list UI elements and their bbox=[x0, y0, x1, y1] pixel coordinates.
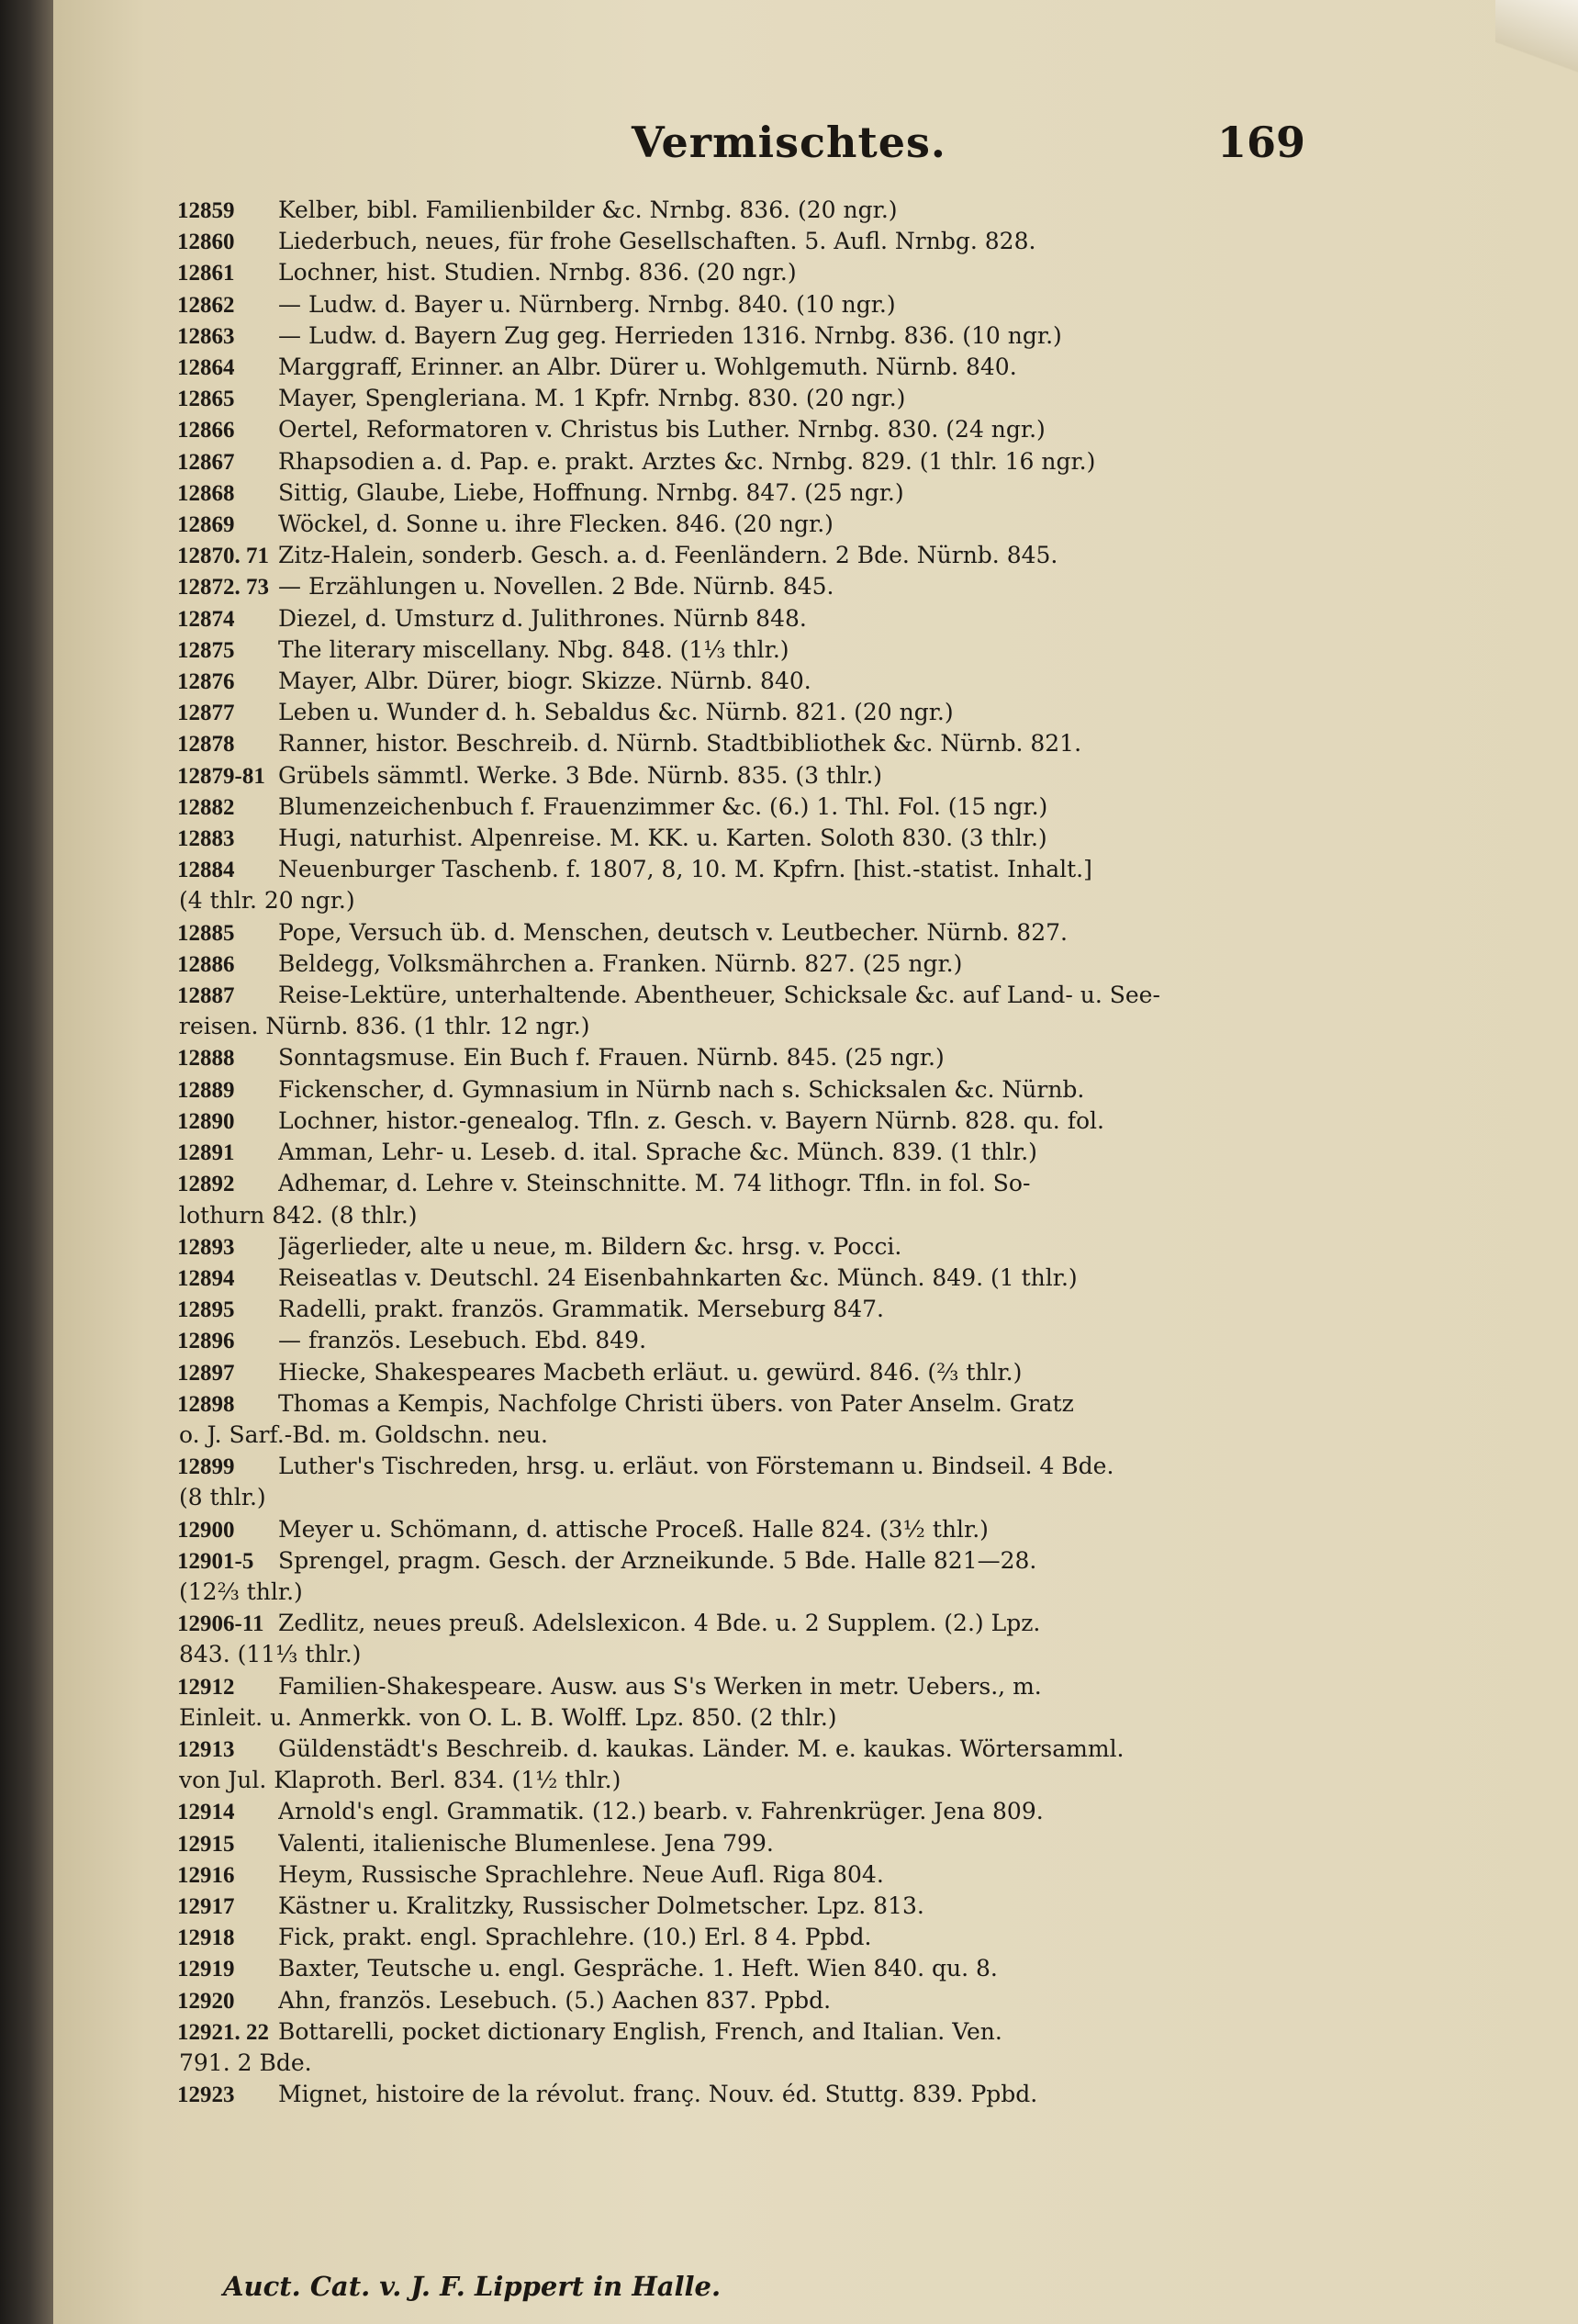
entry-line: Zitz-Halein, sonderb. Gesch. a. d. Feenländern. 2 Bde. Nürnb. 845. bbox=[278, 542, 1058, 569]
entry-text bbox=[278, 728, 1380, 759]
entry-text bbox=[278, 540, 1380, 571]
catalog-entry bbox=[177, 823, 1380, 854]
entry-line: — französ. Lesebuch. Ebd. 849. bbox=[278, 1327, 647, 1354]
entry-number: 12869 bbox=[177, 512, 235, 538]
entry-line: Baxter, Teutsche u. engl. Gespräche. 1. Heft. Wien 840. qu. 8. bbox=[278, 1955, 998, 1982]
entry-text bbox=[278, 195, 1380, 226]
catalog-entry bbox=[177, 1828, 1380, 1859]
entry-number: 12864 bbox=[177, 355, 235, 381]
catalog-entry bbox=[177, 1357, 1380, 1388]
catalog-entry bbox=[177, 1294, 1380, 1325]
entry-line: Güldenstädt's Beschreib. d. kaukas. Länder. M. e. kaukas. Wörtersamml. bbox=[278, 1735, 1125, 1762]
entry-number: 12862 bbox=[177, 292, 235, 318]
entry-number: 12867 bbox=[177, 449, 235, 475]
entry-text bbox=[278, 320, 1380, 352]
entry-line: — Ludw. d. Bayern Zug geg. Herrieden 1316. Nrnbg. 836. (10 ngr.) bbox=[278, 321, 1062, 349]
entry-number: 12899 bbox=[177, 1454, 235, 1480]
entry-number: 12898 bbox=[177, 1391, 235, 1417]
entry-text bbox=[278, 2079, 1380, 2110]
entry-line: Leben u. Wunder d. h. Sebaldus &c. Nürnb. 821. (20 ngr.) bbox=[278, 699, 954, 726]
catalog-entry bbox=[177, 414, 1380, 445]
entry-text bbox=[278, 823, 1380, 854]
entry-text bbox=[278, 383, 1380, 414]
entry-number: 12866 bbox=[177, 418, 235, 443]
entry-text bbox=[278, 1796, 1380, 1827]
entry-line: Reiseatlas v. Deutschl. 24 Eisenbahnkarten &c. Münch. 849. (1 thlr.) bbox=[278, 1263, 1078, 1291]
entry-text bbox=[278, 1891, 1380, 1922]
entry-number: 12894 bbox=[177, 1265, 235, 1291]
entry-continuation-line: (8 thlr.) bbox=[179, 1484, 266, 1511]
entry-text bbox=[278, 1106, 1380, 1137]
catalog-entry bbox=[177, 728, 1380, 759]
catalog-entry bbox=[177, 1451, 1380, 1513]
entry-number: 12919 bbox=[177, 1957, 235, 1982]
catalog-entry bbox=[177, 540, 1380, 571]
entry-text bbox=[278, 1294, 1380, 1325]
catalog-entry bbox=[177, 2079, 1380, 2110]
running-title: Vermischtes. bbox=[632, 118, 946, 167]
catalog-entry bbox=[177, 1796, 1380, 1827]
entry-line: — Erzählungen u. Novellen. 2 Bde. Nürnb. 845. bbox=[278, 573, 834, 601]
entry-line: Oertel, Reformatoren v. Christus bis Luther. Nrnbg. 830. (24 ngr.) bbox=[278, 416, 1046, 443]
entry-text bbox=[278, 1042, 1380, 1073]
catalog-entry bbox=[177, 1325, 1380, 1356]
entry-number: 12901-5 bbox=[177, 1548, 254, 1574]
catalog-entry bbox=[177, 446, 1380, 477]
entry-number: 12914 bbox=[177, 1800, 235, 1825]
catalog-entry bbox=[177, 477, 1380, 509]
entry-text bbox=[278, 1074, 1380, 1106]
entry-number: 12879-81 bbox=[177, 763, 265, 789]
catalog-entry bbox=[177, 509, 1380, 540]
entry-number: 12877 bbox=[177, 701, 235, 726]
entry-continuation-line: 791. 2 Bde. bbox=[179, 2049, 312, 2076]
catalog-entry bbox=[177, 1545, 1380, 1608]
catalog-entry bbox=[177, 760, 1380, 792]
entry-line: Marggraff, Erinner. an Albr. Dürer u. Wohlgemuth. Nürnb. 840. bbox=[278, 354, 1017, 381]
catalog-entry bbox=[177, 980, 1380, 1042]
entry-line: Jägerlieder, alte u neue, m. Bildern &c. hrsg. v. Pocci. bbox=[278, 1232, 902, 1260]
catalog-entry bbox=[177, 352, 1380, 383]
entry-text bbox=[278, 1828, 1380, 1859]
entry-number: 12874 bbox=[177, 606, 235, 632]
catalog-entry-list bbox=[177, 195, 1380, 2110]
entry-number: 12887 bbox=[177, 983, 235, 1009]
entry-text bbox=[278, 917, 1380, 949]
entry-number: 12889 bbox=[177, 1077, 235, 1103]
page-number: 169 bbox=[1217, 118, 1306, 167]
catalog-entry bbox=[177, 1106, 1380, 1137]
entry-text bbox=[278, 1514, 1380, 1545]
entry-number: 12885 bbox=[177, 920, 235, 946]
entry-number: 12916 bbox=[177, 1862, 235, 1888]
catalog-entry bbox=[177, 634, 1380, 666]
entry-text bbox=[278, 1859, 1380, 1891]
catalog-entry bbox=[177, 949, 1380, 980]
catalog-entry bbox=[177, 1891, 1380, 1922]
entry-line: Hiecke, Shakespeares Macbeth erläut. u. gewürd. 846. (⅔ thlr.) bbox=[278, 1358, 1023, 1386]
catalog-entry bbox=[177, 1231, 1380, 1263]
entry-number: 12865 bbox=[177, 387, 235, 412]
catalog-entry bbox=[177, 1263, 1380, 1294]
entry-text bbox=[278, 1263, 1380, 1294]
entry-number: 12896 bbox=[177, 1329, 235, 1354]
entry-number: 12891 bbox=[177, 1140, 235, 1166]
entry-line: Sonntagsmuse. Ein Buch f. Frauen. Nürnb. 845. (25 ngr.) bbox=[278, 1044, 945, 1072]
catalog-entry bbox=[177, 320, 1380, 352]
catalog-entry bbox=[177, 917, 1380, 949]
entry-number: 12888 bbox=[177, 1046, 235, 1072]
entry-number: 12883 bbox=[177, 826, 235, 852]
entry-number: 12872. 73 bbox=[177, 575, 269, 601]
catalog-entry bbox=[177, 1922, 1380, 1953]
entry-line: Neuenburger Taschenb. f. 1807, 8, 10. M. Kpfrn. [hist.-statist. Inhalt.] bbox=[278, 856, 1092, 883]
entry-line: Lochner, hist. Studien. Nrnbg. 836. (20 ngr.) bbox=[278, 259, 797, 286]
entry-text bbox=[278, 289, 1380, 320]
entry-line: Mayer, Albr. Dürer, biogr. Skizze. Nürnb. 840. bbox=[278, 668, 811, 695]
entry-number: 12895 bbox=[177, 1297, 235, 1323]
entry-line: Valenti, italienische Blumenlese. Jena 799. bbox=[278, 1829, 774, 1857]
entry-text bbox=[278, 1231, 1380, 1263]
entry-number: 12913 bbox=[177, 1736, 235, 1762]
entry-continuation-line: (12⅔ thlr.) bbox=[179, 1577, 303, 1605]
entry-line: Fickenscher, d. Gymnasium in Nürnb nach s. Schicksalen &c. Nürnb. bbox=[278, 1075, 1085, 1103]
entry-line: Familien-Shakespeare. Ausw. aus S's Werken in metr. Uebers., m. bbox=[278, 1672, 1042, 1700]
entry-line: Beldegg, Volksmährchen a. Franken. Nürnb. 827. (25 ngr.) bbox=[278, 949, 963, 977]
entry-text bbox=[278, 226, 1380, 257]
entry-text bbox=[278, 1953, 1380, 1984]
catalog-entry bbox=[177, 1734, 1380, 1796]
entry-line: Thomas a Kempis, Nachfolge Christi übers. von Pater Anselm. Gratz bbox=[278, 1389, 1074, 1417]
catalog-entry bbox=[177, 603, 1380, 634]
entry-line: Heym, Russische Sprachlehre. Neue Aufl. Riga 804. bbox=[278, 1860, 884, 1888]
entry-continuation-line: von Jul. Klaproth. Berl. 834. (1½ thlr.) bbox=[179, 1767, 621, 1794]
entry-line: Diezel, d. Umsturz d. Julithrones. Nürnb 848. bbox=[278, 604, 807, 632]
entry-line: Sittig, Glaube, Liebe, Hoffnung. Nrnbg. 847. (25 ngr.) bbox=[278, 478, 904, 506]
entry-number: 12920 bbox=[177, 1988, 235, 2014]
entry-continuation-line: Einleit. u. Anmerkk. von O. L. B. Wolff. Lpz. 850. (2 thlr.) bbox=[179, 1703, 837, 1731]
catalog-entry bbox=[177, 383, 1380, 414]
catalog-entry bbox=[177, 1671, 1380, 1734]
catalog-entry bbox=[177, 226, 1380, 257]
catalog-entry bbox=[177, 1137, 1380, 1168]
entry-line: Mignet, histoire de la révolut. franç. Nouv. éd. Stuttg. 839. Ppbd. bbox=[278, 2081, 1038, 2108]
entry-line: Radelli, prakt. französ. Grammatik. Merseburg 847. bbox=[278, 1296, 884, 1323]
entry-line: Kelber, bibl. Familienbilder &c. Nrnbg. 836. (20 ngr.) bbox=[278, 196, 898, 223]
entry-text bbox=[278, 634, 1380, 666]
entry-text bbox=[278, 697, 1380, 728]
catalog-entry bbox=[177, 1985, 1380, 2016]
entry-number: 12882 bbox=[177, 794, 235, 820]
entry-number: 12900 bbox=[177, 1517, 235, 1543]
entry-number: 12861 bbox=[177, 261, 235, 286]
entry-line: Adhemar, d. Lehre v. Steinschnitte. M. 74 lithogr. Tfln. in fol. So- bbox=[278, 1170, 1031, 1197]
entry-line: Reise-Lektüre, unterhaltende. Abentheuer, Schicksale &c. auf Land- u. See- bbox=[278, 982, 1160, 1009]
entry-number: 12875 bbox=[177, 637, 235, 663]
entry-text bbox=[278, 603, 1380, 634]
entry-continuation-line: 843. (11⅓ thlr.) bbox=[179, 1641, 362, 1668]
entry-line: Pope, Versuch üb. d. Menschen, deutsch v. Leutbecher. Nürnb. 827. bbox=[278, 918, 1068, 946]
entry-line: Blumenzeichenbuch f. Frauenzimmer &c. (6.) 1. Thl. Fol. (15 ngr.) bbox=[278, 792, 1048, 820]
entry-line: Wöckel, d. Sonne u. ihre Flecken. 846. (20 ngr.) bbox=[278, 511, 834, 538]
catalog-entry bbox=[177, 257, 1380, 288]
entry-line: Rhapsodien a. d. Pap. e. prakt. Arztes &c. Nrnbg. 829. (1 thlr. 16 ngr.) bbox=[278, 447, 1096, 475]
entry-number: 12893 bbox=[177, 1234, 235, 1260]
catalog-entry bbox=[177, 666, 1380, 697]
entry-text bbox=[278, 666, 1380, 697]
entry-number: 12917 bbox=[177, 1893, 235, 1919]
entry-line: Hugi, naturhist. Alpenreise. M. KK. u. Karten. Soloth 830. (3 thlr.) bbox=[278, 825, 1047, 852]
catalog-entry bbox=[177, 792, 1380, 823]
catalog-entry bbox=[177, 1608, 1380, 1670]
entry-text bbox=[278, 352, 1380, 383]
entry-number: 12921. 22 bbox=[177, 2019, 269, 2045]
entry-line: Ahn, französ. Lesebuch. (5.) Aachen 837. Ppbd. bbox=[278, 1986, 832, 2014]
catalog-page bbox=[53, 0, 1578, 2324]
catalog-entry bbox=[177, 1953, 1380, 1984]
entry-line: Kästner u. Kralitzky, Russischer Dolmetscher. Lpz. 813. bbox=[278, 1892, 924, 1919]
entry-continuation-line: lothurn 842. (8 thlr.) bbox=[179, 1201, 418, 1229]
catalog-entry bbox=[177, 1168, 1380, 1230]
entry-number: 12906-11 bbox=[177, 1611, 264, 1637]
entry-text bbox=[278, 446, 1380, 477]
catalog-entry bbox=[177, 195, 1380, 226]
catalog-entry bbox=[177, 1042, 1380, 1073]
entry-number: 12892 bbox=[177, 1172, 235, 1197]
entry-line: Zedlitz, neues preuß. Adelslexicon. 4 Bde. u. 2 Supplem. (2.) Lpz. bbox=[278, 1610, 1041, 1637]
entry-text bbox=[278, 792, 1380, 823]
entry-line: Liederbuch, neues, für frohe Gesellschaften. 5. Aufl. Nrnbg. 828. bbox=[278, 228, 1036, 255]
entry-text bbox=[278, 477, 1380, 509]
entry-text bbox=[278, 1137, 1380, 1168]
entry-number: 12912 bbox=[177, 1674, 235, 1700]
entry-text bbox=[278, 760, 1380, 792]
entry-number: 12868 bbox=[177, 480, 235, 506]
entry-line: Luther's Tischreden, hrsg. u. erläut. von Förstemann u. Bindseil. 4 Bde. bbox=[278, 1453, 1114, 1480]
entry-line: The literary miscellany. Nbg. 848. (1⅓ thlr.) bbox=[278, 635, 789, 663]
entry-text bbox=[278, 414, 1380, 445]
entry-number: 12876 bbox=[177, 669, 235, 695]
entry-number: 12915 bbox=[177, 1831, 235, 1857]
catalog-entry bbox=[177, 289, 1380, 320]
catalog-entry bbox=[177, 697, 1380, 728]
entry-line: — Ludw. d. Bayer u. Nürnberg. Nrnbg. 840. (10 ngr.) bbox=[278, 290, 896, 318]
catalog-entry bbox=[177, 1514, 1380, 1545]
catalog-entry bbox=[177, 2016, 1380, 2079]
entry-continuation-line: (4 thlr. 20 ngr.) bbox=[179, 887, 355, 915]
entry-text bbox=[278, 509, 1380, 540]
entry-continuation-line: o. J. Sarf.-Bd. m. Goldschn. neu. bbox=[179, 1420, 548, 1448]
page-corner-fold bbox=[1495, 0, 1578, 129]
catalog-entry bbox=[177, 1074, 1380, 1106]
entry-number: 12878 bbox=[177, 732, 235, 758]
entry-number: 12918 bbox=[177, 1925, 235, 1951]
entry-line: Arnold's engl. Grammatik. (12.) bearb. v. Fahrenkrüger. Jena 809. bbox=[278, 1798, 1044, 1825]
entry-number: 12859 bbox=[177, 198, 235, 223]
entry-text bbox=[278, 1357, 1380, 1388]
entry-text bbox=[278, 257, 1380, 288]
catalog-entry bbox=[177, 1388, 1380, 1451]
catalog-entry bbox=[177, 854, 1380, 916]
entry-continuation-line: reisen. Nürnb. 836. (1 thlr. 12 ngr.) bbox=[179, 1013, 590, 1040]
entry-line: Bottarelli, pocket dictionary English, French, and Italian. Ven. bbox=[278, 2017, 1002, 2045]
entry-line: Lochner, histor.-genealog. Tfln. z. Gesch. v. Bayern Nürnb. 828. qu. fol. bbox=[278, 1106, 1104, 1134]
entry-text bbox=[278, 1922, 1380, 1953]
entry-line: Mayer, Spengleriana. M. 1 Kpfr. Nrnbg. 830. (20 ngr.) bbox=[278, 385, 906, 412]
catalog-entry bbox=[177, 1859, 1380, 1891]
entry-number: 12884 bbox=[177, 858, 235, 883]
entry-line: Sprengel, pragm. Gesch. der Arzneikunde. 5 Bde. Halle 821—28. bbox=[278, 1546, 1037, 1574]
running-head bbox=[53, 118, 1578, 173]
entry-text bbox=[278, 1325, 1380, 1356]
printer-footer: Auct. Cat. v. J. F. Lippert in Halle. bbox=[223, 2271, 722, 2302]
entry-number: 12897 bbox=[177, 1360, 235, 1386]
entry-line: Fick, prakt. engl. Sprachlehre. (10.) Erl. 8 4. Ppbd. bbox=[278, 1924, 872, 1951]
entry-line: Grübels sämmtl. Werke. 3 Bde. Nürnb. 835. (3 thlr.) bbox=[278, 761, 883, 789]
book-binding-edge bbox=[0, 0, 53, 2324]
catalog-entry bbox=[177, 571, 1380, 602]
entry-text bbox=[278, 1985, 1380, 2016]
entry-number: 12923 bbox=[177, 2083, 235, 2108]
entry-number: 12860 bbox=[177, 230, 235, 255]
entry-line: Meyer u. Schömann, d. attische Proceß. Halle 824. (3½ thlr.) bbox=[278, 1515, 989, 1543]
entry-text bbox=[278, 571, 1380, 602]
entry-line: Ranner, histor. Beschreib. d. Nürnb. Stadtbibliothek &c. Nürnb. 821. bbox=[278, 730, 1082, 758]
entry-number: 12870. 71 bbox=[177, 544, 269, 569]
entry-number: 12886 bbox=[177, 951, 235, 977]
entry-text bbox=[278, 949, 1380, 980]
entry-line: Amman, Lehr- u. Leseb. d. ital. Sprache &c. Münch. 839. (1 thlr.) bbox=[278, 1139, 1037, 1166]
entry-number: 12890 bbox=[177, 1108, 235, 1134]
entry-number: 12863 bbox=[177, 323, 235, 349]
